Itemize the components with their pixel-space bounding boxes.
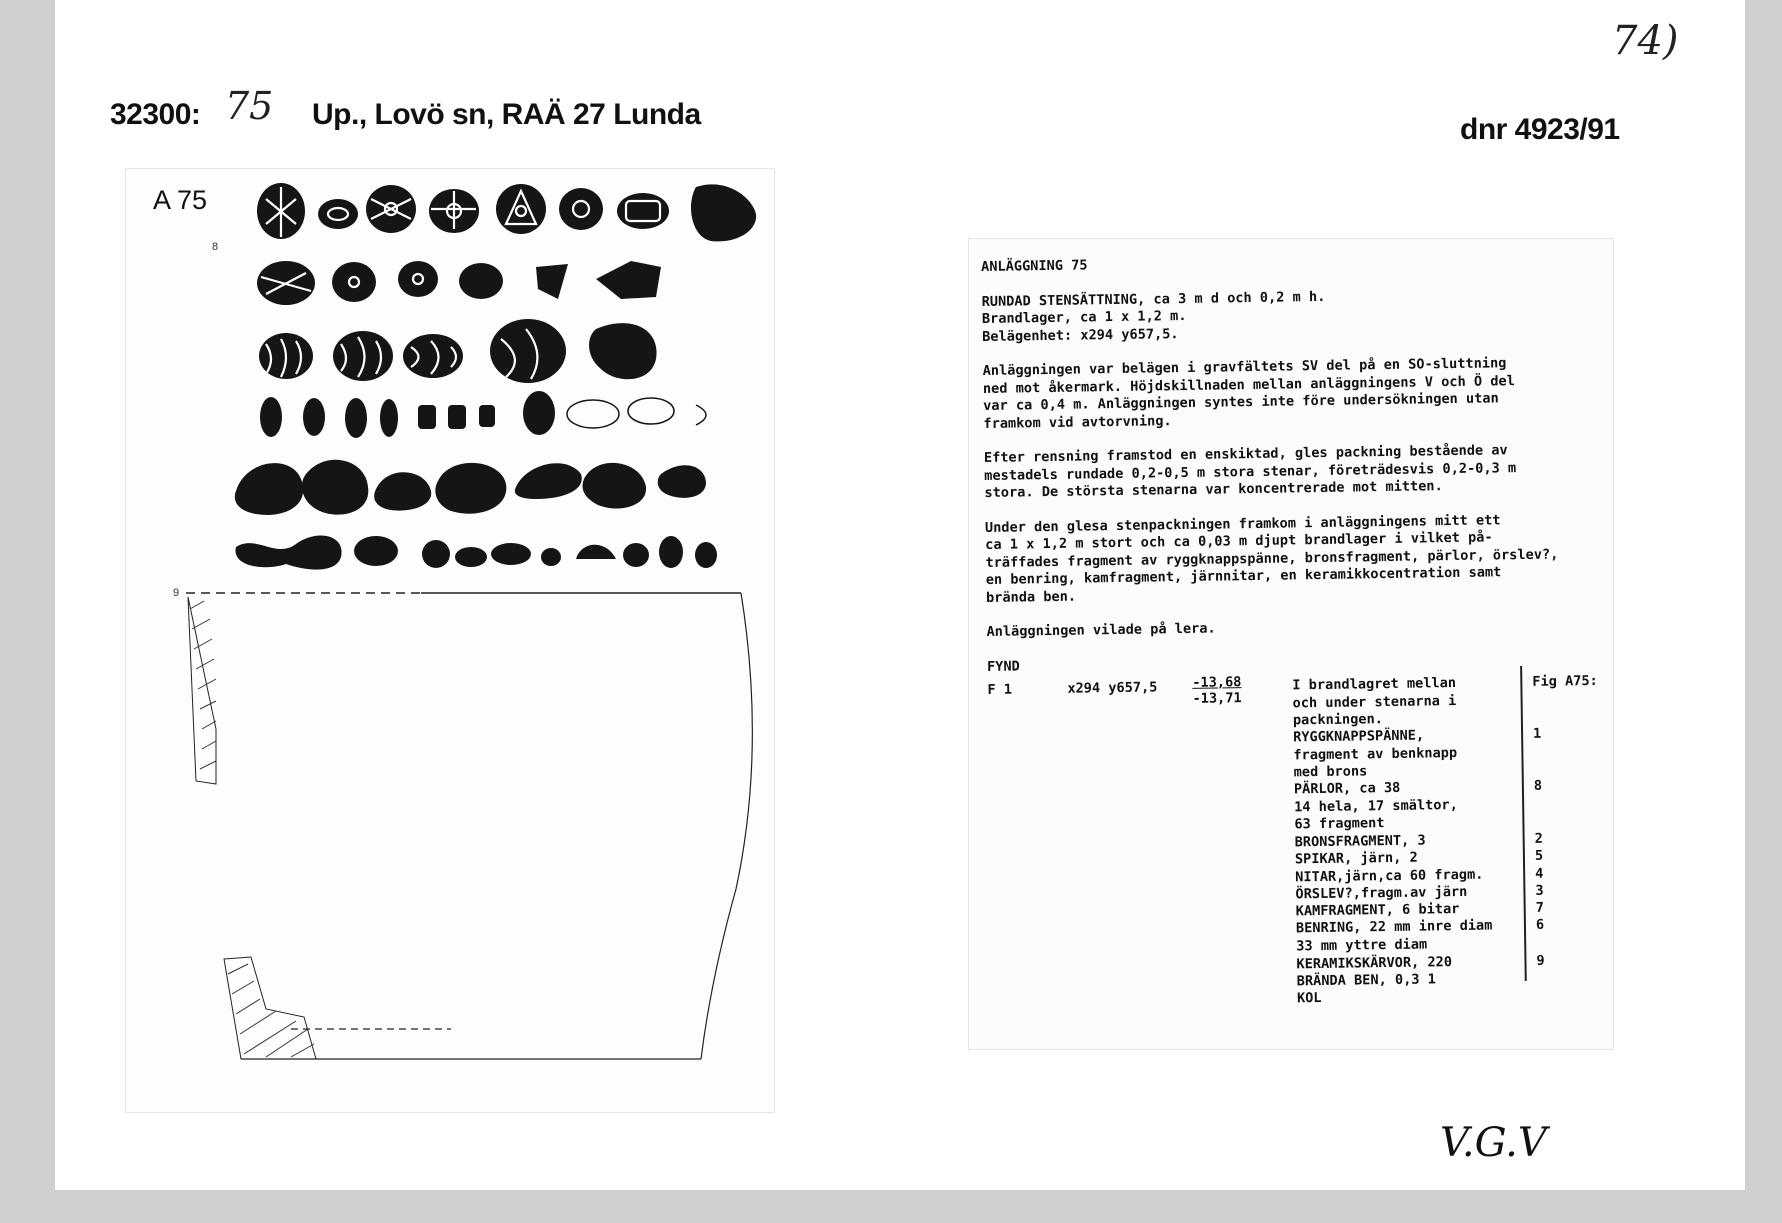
report-summary: RUNDAD STENSÄTTNING, ca 3 m d och 0,2 m h. Brandlager, ca 1 x 1,2 m. Belägenhet: x294 y657,5. — [981, 288, 1326, 345]
depth-top: -13,68 — [1192, 674, 1242, 691]
find-item: RYGGKNAPPSPÄNNE, fragment av benknapp med brons — [1293, 727, 1458, 781]
beads-drawing — [126, 169, 776, 1114]
report-paragraph-subsoil: Anläggningen vilade på lera. — [986, 620, 1216, 640]
find-item: BENRING, 22 mm inre diam 33 mm yttre diam — [1295, 917, 1493, 954]
find-item: KAMFRAGMENT, 6 bitar — [1295, 900, 1460, 920]
find-fig-ref: 5 — [1534, 847, 1544, 864]
find-context: I brandlagret mellan och under stenarna i packningen. — [1292, 675, 1457, 729]
find-fig-ref: 3 — [1535, 882, 1544, 899]
find-item: BRÄNDA BEN, 0,3 1 — [1296, 971, 1436, 990]
find-fig-ref: 1 — [1532, 725, 1542, 742]
site-location: Up., Lovö sn, RAÄ 27 Lunda — [312, 98, 701, 131]
report-text — [981, 250, 1612, 1012]
find-fig-ref: 7 — [1535, 899, 1544, 916]
find-coordinates: x294 y657,5 — [1067, 679, 1158, 697]
find-number: F 1 — [987, 681, 1013, 698]
handwritten-page-number: 74) — [1612, 18, 1679, 64]
find-item: SPIKAR, järn, 2 — [1294, 849, 1418, 868]
find-fig-ref: 9 — [1536, 952, 1545, 969]
report-paragraph-packing: Efter rensning framstod en enskiktad, gles packning bestående av mestadels rundade 0,2-0,5 m stora stenar, företrädesvis 0,2-0,3 m stora. De största stenarna var koncentrerade mot mitten. — [983, 442, 1517, 501]
figure-number-pottery: 9 — [173, 587, 180, 599]
column-divider — [1520, 666, 1527, 981]
report-paragraph-location: Anläggningen var belägen i gravfältets SV del på en SO-sluttning ned mot åkermark. Höjdskillnaden mellan anläggningens V och Ö del var ca 0,4 m. Anläggningen syntes inte före undersökningen utan framkom vid avtorvning. — [982, 355, 1515, 432]
find-item: ÖRSLEV?,fragm.av järn — [1295, 883, 1468, 903]
find-fig-ref: 6 — [1535, 916, 1545, 933]
find-fig-ref: 4 — [1535, 865, 1544, 882]
dnr-number: dnr 4923/91 — [1460, 113, 1620, 146]
catalog-number: 32300: — [110, 98, 201, 131]
handwritten-find-number: 75 — [225, 84, 274, 128]
find-fig-ref: 2 — [1534, 830, 1543, 847]
figure-label: A 75 — [153, 185, 208, 215]
figure-plate — [125, 168, 775, 1113]
find-fig-ref: 8 — [1533, 777, 1543, 794]
find-item: PÄRLOR, ca 38 14 hela, 17 smältor, 63 fragment — [1293, 779, 1458, 833]
depth-bottom: -13,71 — [1192, 690, 1242, 707]
excavation-report — [968, 238, 1614, 1050]
find-item: KOL — [1296, 990, 1322, 1007]
find-item: KERAMIKSKÄRVOR, 220 — [1296, 954, 1453, 973]
handwritten-signature: V.G.V — [1440, 1120, 1547, 1166]
finds-table — [987, 673, 1612, 1012]
finds-heading: FYND — [986, 657, 1020, 675]
report-paragraph-burnt-layer: Under den glesa stenpackningen framkom i anläggningens mitt ett ca 1 x 1,2 m stort och ca 0,03 m djupt brandlager i vilket på- träffades fragment av ryggknappspänne, bronsfragment, pärlor, örslev?, en benring, kamfragment, järnnitar, en keramikkocentration samt brända ben. — [984, 511, 1559, 606]
find-item: NITAR,järn,ca 60 fragm. — [1295, 866, 1484, 886]
find-item: BRONSFRAGMENT, 3 — [1294, 832, 1426, 851]
figure-number-beads: 8 — [212, 241, 219, 253]
fig-column-header: Fig A75: — [1532, 672, 1598, 690]
report-title: ANLÄGGNING 75 — [981, 257, 1088, 275]
